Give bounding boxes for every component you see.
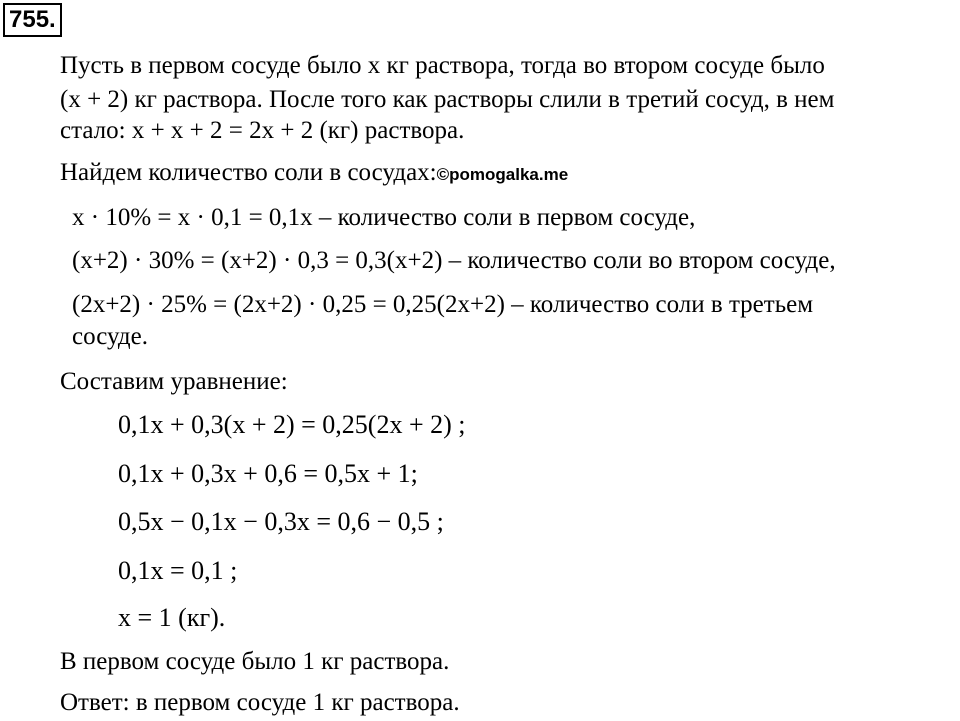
equation-3: 0,5x − 0,1x − 0,3x = 0,6 − 0,5 ; <box>118 507 444 536</box>
salt-line-3: (2x+2) · 25% = (2x+2) · 0,25 = 0,25(2x+2) – количество соли в третьем <box>72 291 814 318</box>
equation-5: x = 1 (кг). <box>118 603 226 632</box>
intro-line-1: Пусть в первом сосуде было x кг раствора, тогда во втором сосуде было <box>60 52 825 79</box>
salt-heading: Найдем количество соли в сосудах: <box>60 159 437 186</box>
equation-heading: Составим уравнение: <box>60 368 288 395</box>
watermark: ©pomogalka.me <box>436 165 569 184</box>
equation-1: 0,1x + 0,3(x + 2) = 0,25(2x + 2) ; <box>118 410 466 439</box>
salt-heading-row <box>60 158 568 190</box>
salt-line-2: (x+2) · 30% = (x+2) · 0,3 = 0,3(x+2) – количество соли во втором сосуде, <box>72 247 836 274</box>
salt-line-1: x · 10% = x · 0,1 = 0,1x – количество соли в первом сосуде, <box>72 204 696 231</box>
equation-4: 0,1x = 0,1 ; <box>118 556 238 585</box>
equation-2: 0,1x + 0,3x + 0,6 = 0,5x + 1; <box>118 459 418 488</box>
answer: Ответ: в первом сосуде 1 кг раствора. <box>60 689 460 716</box>
conclusion: В первом сосуде было 1 кг раствора. <box>60 648 450 675</box>
intro-line-3: стало: x + x + 2 = 2x + 2 (кг) раствора. <box>60 117 465 144</box>
intro-line-2: (x + 2) кг раствора. После того как растворы слили в третий сосуд, в нем <box>60 86 835 113</box>
problem-number: 755. <box>3 3 62 37</box>
salt-line-4: сосуде. <box>72 323 148 350</box>
